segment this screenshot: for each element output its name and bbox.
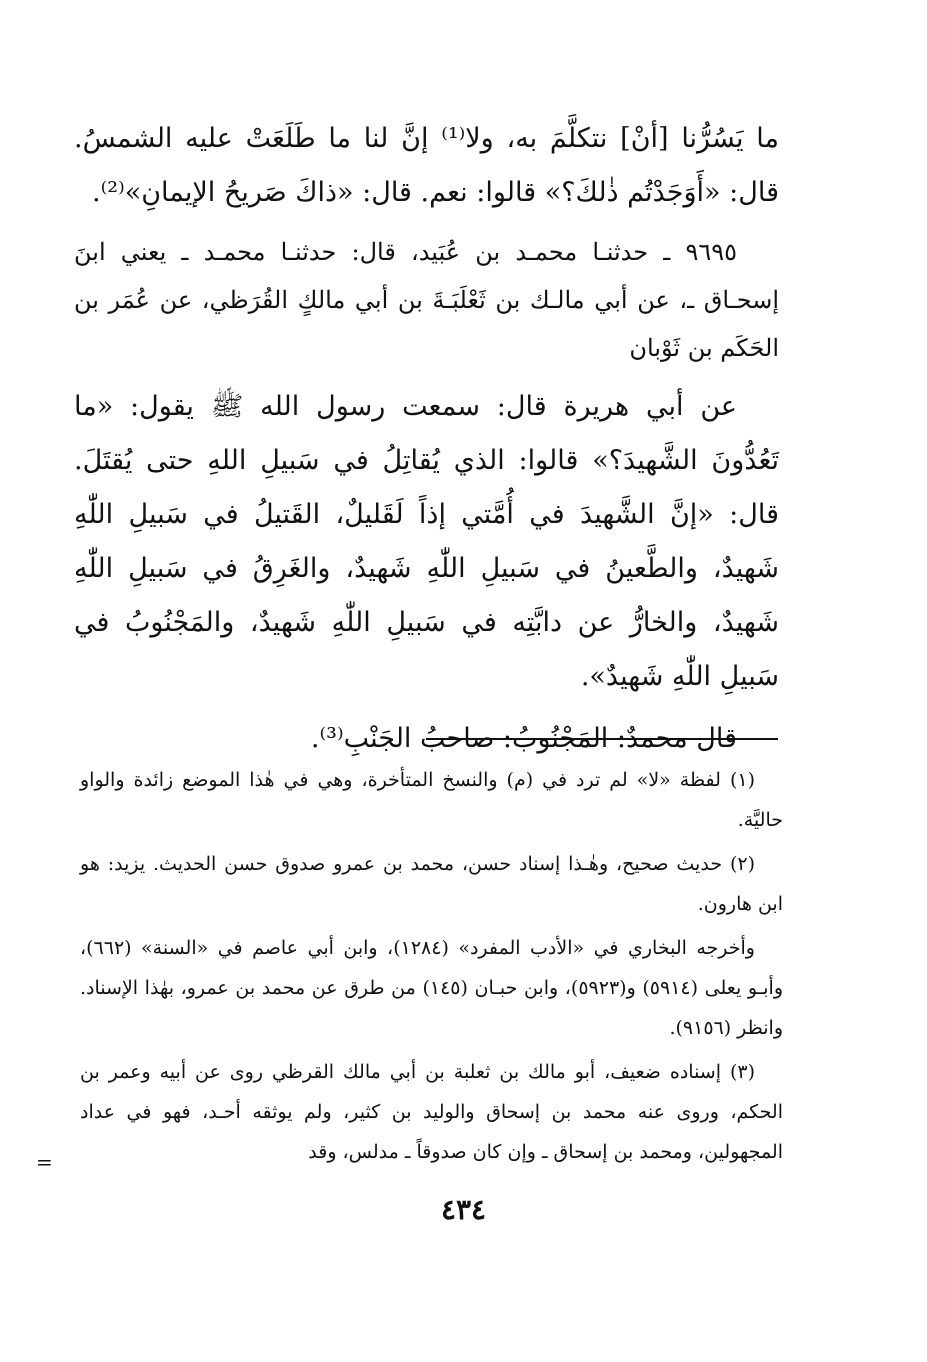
page-number: ٤٣٤ (440, 1193, 487, 1226)
footnote-separator (426, 738, 778, 740)
main-paragraph-4: قال محمدٌ: المَجْنُوبُ: صاحبُ الجَنْبِ⁽³⁾. (310, 723, 737, 754)
footnote-1: (١) لفظة «لا» لم ترد في (م) والنسخ المتأخرة، وهي في هٰذا الموضع زائدة والواو حاليَّة. (80, 769, 783, 831)
footnote-2-continued: وأخرجه البخاري في «الأدب المفرد» (١٢٨٤)، وابن أبي عاصم في «السنة» (٦٦٢)، وأبـو يعلى (٥٩١٤) و(٥٩٢٣)، وابن حبـان (١٤٥) من طرق عن محمد بن عمرو، بهٰذا الإسناد. وانظر (٩١٥٦). (80, 937, 783, 1039)
hadith-number: ٩٦٩٥ (685, 238, 737, 266)
main-paragraph-3: عن أبي هريرة قال: سمعت رسول الله ﷺ يقول: «ما تَعُدُّونَ الشَّهيدَ؟» قالوا: الذي يُقاتِلُ في سَبيلِ اللهِ حتى يُقتَلَ. قال: «إنَّ الشَّهيدَ في أُمَّتي إذاً لَقَليلٌ، القَتيلُ في سَبيلِ اللّٰهِ شَهيدٌ، والطَّعينُ في سَبيلِ اللّٰهِ شَهيدٌ، والغَرِقُ في سَبيلِ اللّٰهِ شَهيدٌ، والخارُّ عن دابَّتِه في سَبيلِ اللّٰهِ شَهيدٌ، والمَجْنُوبُ في سَبيلِ اللّٰهِ شَهيدٌ». (74, 391, 779, 692)
footnote-3: (٣) إسناده ضعيف، أبو مالك بن ثعلبة بن أبي مالك القرظي روى عن أبيه وعمر بن الحكم، وروى عنه محمد بن إسحاق والوليد بن كثير، ولم يوثقه أحـد، فهو في عداد المجهولين، ومحمد بن إسحاق ـ وإن كان صدوقاً ـ مدلس، وقد (80, 1061, 783, 1163)
continuation-mark: = (36, 1150, 53, 1174)
isnad-paragraph (74, 228, 779, 372)
main-paragraph-1: ما يَسُرُّنا [أنْ] نتكلَّمَ به، ولا⁽¹⁾ إنَّ لنا ما طَلَعَتْ عليه الشمسُ. قال: «أَوَجَدْتُم ذٰلكَ؟» قالوا: نعم. قال: «ذاكَ صَريحُ الإيمانِ»⁽²⁾. (74, 123, 779, 208)
footnotes (80, 760, 783, 1172)
footnote-2: (٢) حديث صحيح، وهٰـذا إسناد حسن، محمد بن عمرو صدوق حسن الحديث. يزيد: هو ابن هارون. (80, 853, 783, 915)
isnad-chain: ـ حدثنـا محمـد بن عُبَيد، قال: حدثنـا محمـد ـ يعني ابنَ إسحـاق ـ، عن أبي مالـك بن ثَعْلَبَـةَ بن أبي مالكٍ القُرَظي، عن عُمَر بن الحَكَم بن ثَوْبان (74, 238, 779, 362)
main-text (74, 112, 779, 766)
